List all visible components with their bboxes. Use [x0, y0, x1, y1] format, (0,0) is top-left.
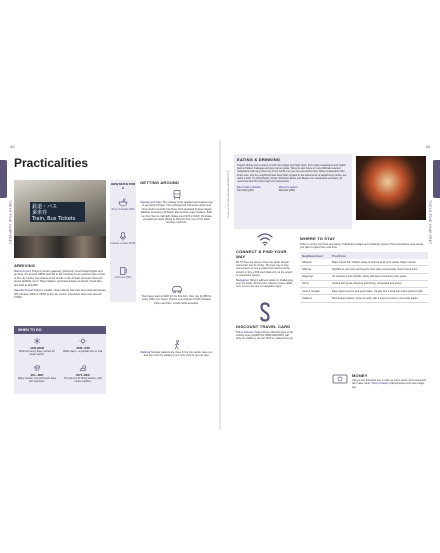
table-row — [300, 273, 428, 280]
eating-heading: EATING & DRINKING — [237, 157, 281, 162]
where-intro: Tokyo is pricey, but there are plenty of attractive budget and midrange options. Pick somewhere near where you plan to spend the most time. — [300, 242, 424, 249]
neighbourhood-pros: Major transit hub. Widest range of options at all price points. Major crowds. — [330, 259, 428, 266]
season-oct-dec — [63, 364, 103, 383]
left-section-tab — [0, 160, 7, 198]
wifi-icon — [256, 232, 274, 246]
beer-glass-icon — [118, 266, 128, 275]
walking-icon — [171, 340, 183, 350]
wifi-text: There are plenty of free hot spots, though connection can be spotty. The best way to stay connected is to rent a pocket wi-fi device (at the airport) or buy a SIM card (data only, at the airport or electronics shops). — [236, 260, 293, 277]
neighbourhood-name: Shibuya — [300, 266, 330, 273]
train-icon — [171, 190, 183, 200]
photo-sign: 鉄道・バス 乗車券 Train, Bus Tickets — [30, 202, 85, 222]
col-pros-cons: Pros/Cons — [330, 252, 428, 259]
walking-block — [140, 340, 213, 358]
snowflake-icon — [33, 337, 41, 345]
sun-icon — [79, 337, 87, 345]
season-label: JAN–MAR — [30, 346, 44, 350]
discount-heading: DISCOUNT TRAVEL CARD — [236, 324, 291, 329]
subway-text: The subway is the quickest and easiest way to get around Tokyo. The underground Yamanote (loop) and Chuo-Sobu (central) train lines, both operated by East Japan Railway Company (JR East), also service major stations. Both run from 5am to midnight. Rides cost ¥170 to ¥320. Purchase prepaid fare cards (Suica or Pasmo) from one of the ticket vending machines. — [140, 201, 213, 225]
sushi-photo — [356, 156, 426, 220]
connect-heading: CONNECT & FIND YOUR WAY — [236, 249, 287, 259]
season-desc: Brisk but sunny days, perfect for winter sports. — [19, 350, 55, 357]
season-desc: The tail end of hiking season, with cooler weather. — [64, 377, 102, 384]
narita-text: Tokyo's primary gateway (pictured): most budget flights end up here. It's around ¥3000 (and 60 to 90 minutes) for an express train or bus to the city centre; buy tickets at the kiosks in the arrivals terminal. Discount buses (¥1000) run to Tokyo Station; purchase tickets on-board. Fixed-fare taxi start at ¥23,000. — [14, 269, 105, 287]
when-to-go-heading: WHEN TO GO — [18, 327, 42, 332]
eating-picks — [237, 186, 349, 193]
getting-around-heading: GETTING AROUND — [140, 180, 180, 185]
where-to-stay-section — [300, 236, 428, 249]
season-apr-jun — [63, 337, 103, 353]
table-row — [300, 259, 428, 266]
how-much-label: Craft beer ¥900 — [114, 276, 132, 279]
season-jan-mar — [17, 337, 57, 356]
walking-paragraph — [140, 351, 213, 358]
neighbourhood-pros: Central with great shopping and dining. Congested and pricey. — [330, 280, 428, 287]
subway-label: Subway and train — [140, 201, 162, 204]
money-text-2: (tokyocheapo.com) has budget tips. — [352, 382, 425, 389]
photo-caption: SUSHI SET AT A RESTAURANT ADOBESTOCK — [228, 170, 230, 218]
neighbourhood-name: Roppongi — [300, 273, 330, 280]
how-much-heading: HOW MUCH FOR A — [110, 182, 136, 190]
taxi-text: Fares start at ¥420 for the first 1km, then rise by ¥80 for every 233m you travel. There's a surcharge of 20% between 10pm and 5am. Credit cards accepted. — [141, 295, 212, 305]
money-icon — [332, 373, 348, 385]
taxi-block — [140, 284, 213, 305]
subway-paragraph — [140, 201, 213, 225]
photo-crowd — [14, 236, 106, 258]
best-cocktails-value: SG Club (p84) — [237, 188, 254, 192]
where-heading: WHERE TO STAY — [300, 236, 336, 241]
must-try-value: Menshō (p85) — [278, 188, 295, 192]
neighbourhood-name: Ginza — [300, 280, 330, 287]
how-much-noodles — [110, 198, 136, 211]
neighbourhood-name: Shinjuku — [300, 259, 330, 266]
subway-block — [140, 190, 213, 225]
best-cocktails-label: Best craft cocktails — [237, 185, 261, 189]
neighbourhood-pros: Easy airport access and good value. Yanaka has a local feel and is good at night. — [330, 288, 428, 295]
narita-label: Narita Airport — [14, 269, 32, 273]
season-label: OCT–DEC — [76, 373, 90, 377]
discount-label: Tokyo Subway Ticket — [236, 330, 262, 334]
microphone-icon — [118, 232, 128, 241]
discount-section — [236, 302, 294, 341]
discount-text: Gives unlimited rides on all subway lines (24/48/72hr ¥800/1200/1500; half price for children), but not JR lines. (tokyometro.jp) — [236, 330, 294, 341]
neighbourhood-name: Asakusa — [300, 295, 330, 302]
right-tab-text: TOKYO FIND YOUR FEET — [428, 200, 432, 245]
season-desc: Rainy season: hot and humid days with typhoons. — [17, 377, 57, 384]
eating-text: Tokyo's dining scene caters to both the budget and high-class, from sushi restaurants and stylish bars to hidden izakayas and cosy ramen joints. Tokyo is also home to more Michelin-starred restaurants than any other city in the world, but you can eat well for less. Many restaurants offer lunch sets, and the neighbourhood food halls, located in the basements of department stores, are worth a look. Try Nihonbashi, Ginza, Shinjuku, Ebisu and Meguro for restaurants and bars, all recommended for mid-to-high end restaurants. — [237, 163, 347, 184]
money-heading: MONEY — [352, 373, 368, 378]
how-much-label: Karaoke session ¥1000 — [110, 242, 136, 245]
how-much-box — [110, 180, 136, 302]
noodle-bowl-icon — [118, 198, 128, 207]
left-page-number: 43 — [10, 144, 15, 149]
page-title: Practicalities — [14, 156, 89, 170]
table-row — [300, 266, 428, 273]
best-cocktails — [237, 186, 261, 193]
taxi-label: Taxi — [141, 295, 147, 298]
discount-paragraph — [236, 331, 294, 341]
connect-section — [236, 232, 294, 289]
table-row — [300, 280, 428, 287]
cloud-sun-icon — [79, 364, 87, 372]
how-much-label: Bowl of noodles ¥800 — [111, 208, 135, 211]
neighbourhood-pros: Art museums and nightlife. Noisy with less convenient outer areas. — [330, 273, 428, 280]
table-header-row — [300, 252, 428, 259]
station-photo — [14, 180, 106, 258]
neighbourhood-table — [300, 252, 428, 303]
season-label: JUL–SEP — [30, 373, 44, 377]
walking-label: Walking — [140, 351, 151, 354]
haneda-text: Tokyo's smaller, closer airport has train and monorail access (25 minutes, ¥300 to ¥500) to the city centre. Fixed-fare taxis cost around ¥7000. — [14, 288, 106, 300]
wifi-label: Wi-fi — [236, 260, 242, 264]
haneda-label: Haneda Airport — [14, 288, 34, 292]
neighbourhood-pros: Best budget options. Quiet at night, with a long commute to west-side sights. — [330, 295, 428, 302]
narita-paragraph — [14, 270, 106, 288]
must-try-ramen — [279, 186, 298, 193]
neighbourhood-pros: Nightlife at your door and big-city buzz (also a downside). Good transit links. — [330, 266, 428, 273]
rain-cloud-icon — [33, 364, 41, 372]
money-cheapo-label: Tokyo Cheapo — [371, 382, 389, 386]
season-jul-sep — [17, 364, 57, 383]
right-page-number: 43 — [425, 144, 430, 149]
arriving-section — [14, 263, 106, 300]
eating-drinking-box — [234, 154, 352, 229]
taxi-icon — [171, 284, 183, 294]
walking-text: Subway stations are close in the city centre: save yen and see more by walking if you only need to go one stop. — [143, 351, 213, 358]
navigation-paragraph — [236, 279, 294, 289]
when-to-go-box — [14, 326, 106, 394]
money-paragraph — [352, 379, 428, 389]
left-tab-text: TOKYO FIND YOUR FEET — [8, 200, 12, 245]
wifi-paragraph — [236, 261, 294, 278]
money-text: Carry a few thousand yen in cash as some shops and restaurants don't take cards. — [352, 379, 427, 386]
haneda-paragraph — [14, 289, 106, 300]
table-row — [300, 288, 428, 295]
table-row — [300, 295, 428, 302]
col-neighbourhood: Neighbourhood — [300, 252, 330, 259]
metro-logo-icon — [258, 302, 272, 322]
how-much-beer — [110, 266, 136, 279]
when-to-go-bar — [14, 326, 106, 334]
money-text-block — [352, 373, 428, 389]
must-try-label: Must-try ramen — [278, 185, 298, 189]
getting-around-section — [140, 180, 213, 358]
navigation-label: Navigation — [236, 278, 250, 282]
taxi-paragraph — [140, 295, 213, 305]
how-much-karaoke — [110, 232, 136, 245]
season-desc: Warm days – a popular time to visit. — [63, 350, 103, 353]
arriving-heading: ARRIVING — [14, 263, 36, 268]
right-section-tab — [433, 160, 440, 198]
neighbourhood-name: Ueno & Yanaka — [300, 288, 330, 295]
navigation-text: Tokyo's address system is challenging, even for locals. All the more reason to have stable wi-fi, so you can rely on navigation apps. — [236, 278, 294, 289]
season-label: APR–JUN — [76, 346, 90, 350]
